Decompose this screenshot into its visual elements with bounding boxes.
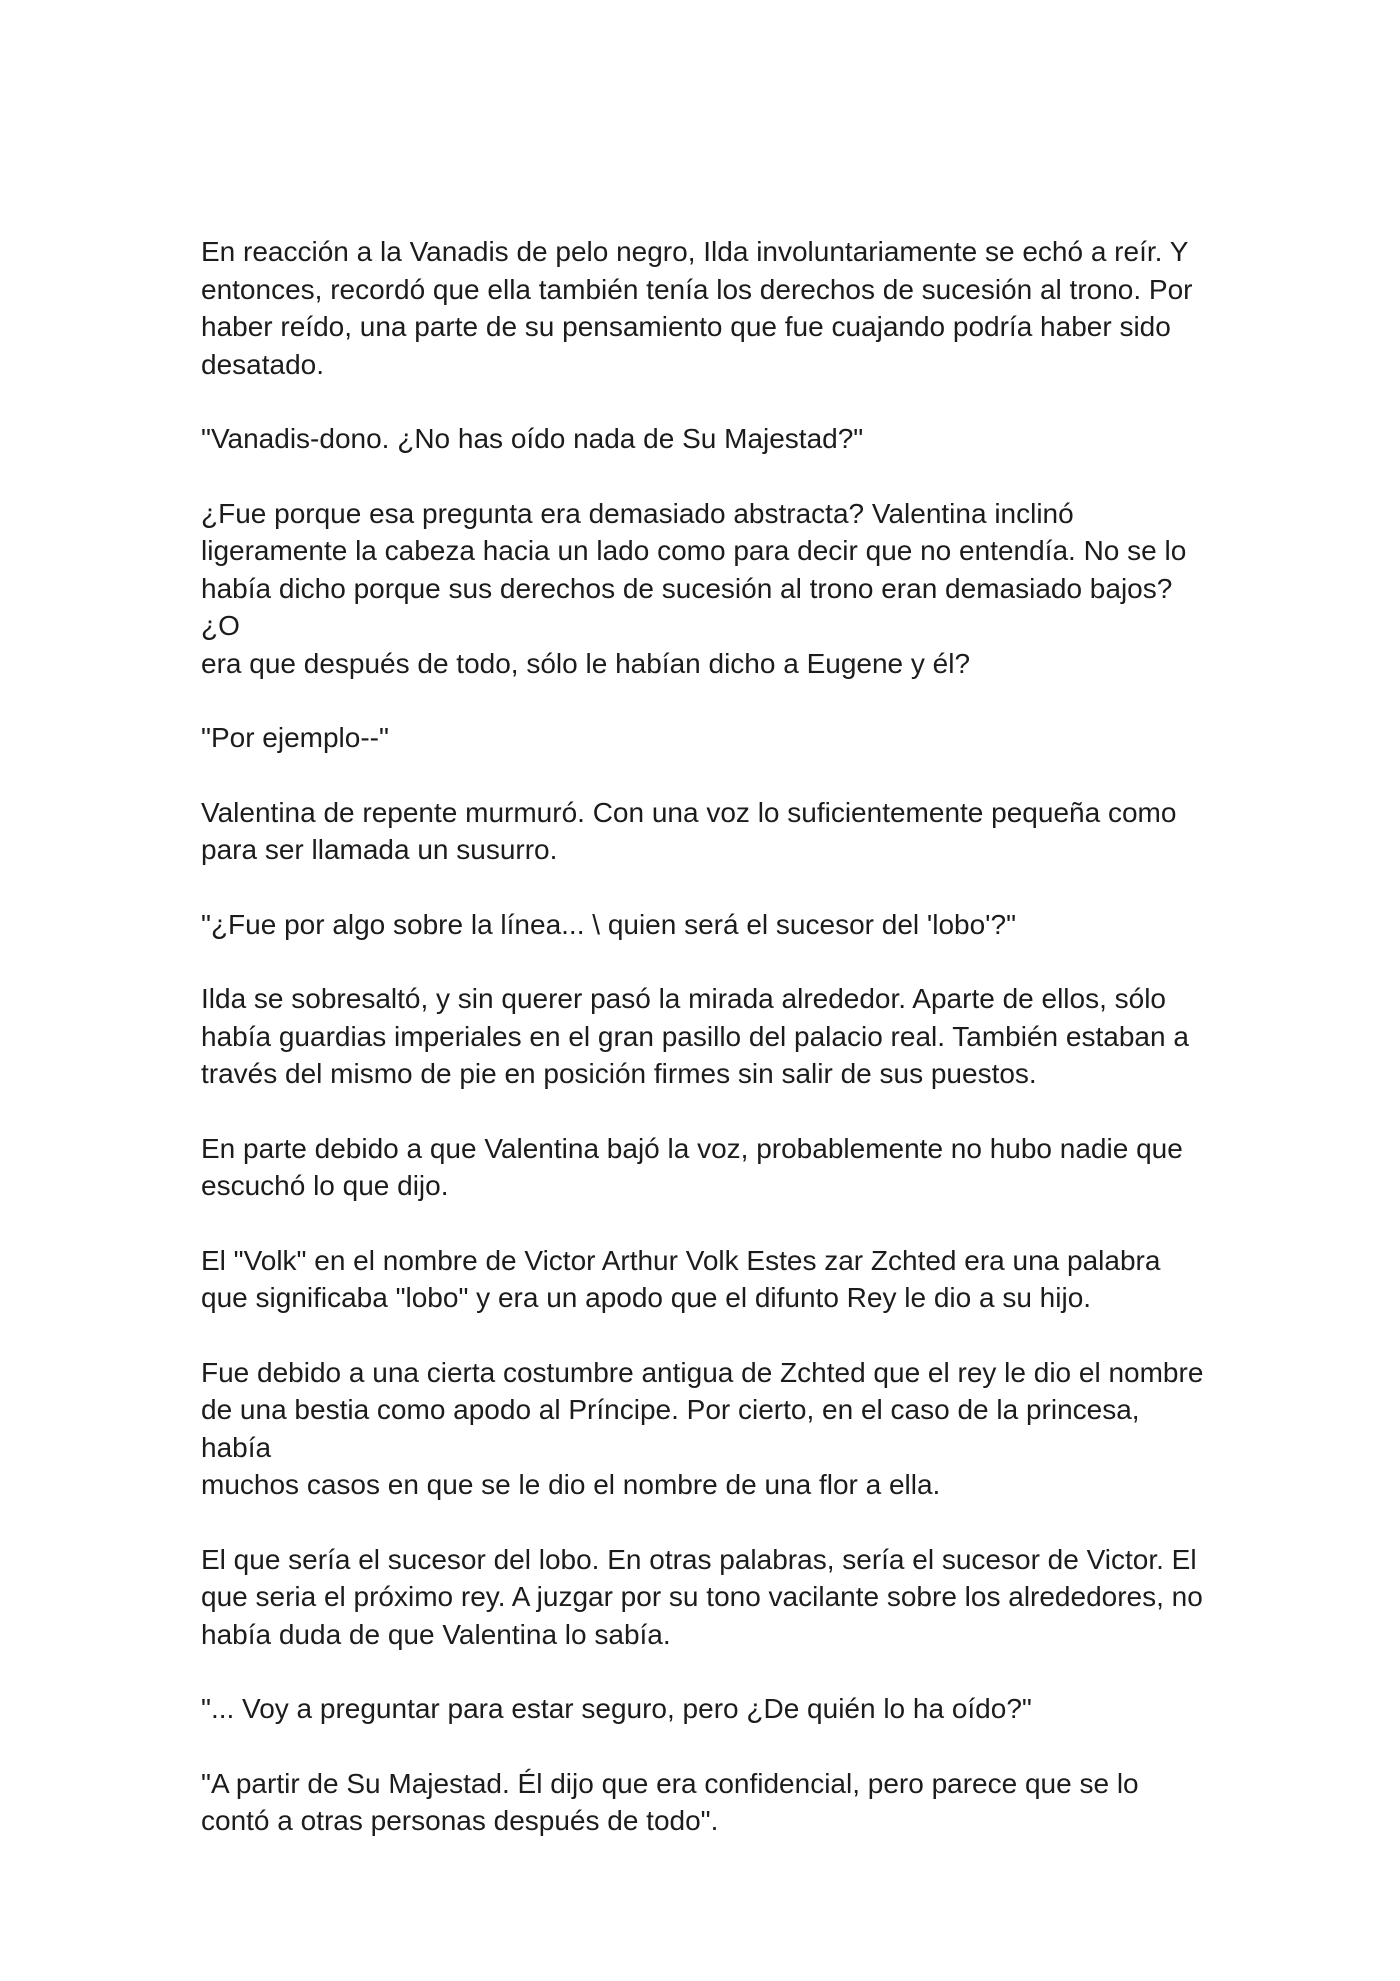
document-page	[201, 233, 1211, 1877]
paragraph: "¿Fue por algo sobre la línea... \ quien será el sucesor del 'lobo'?"	[201, 908, 1017, 940]
paragraph: Valentina de repente murmuró. Con una voz lo suficientemente pequeña como para ser llamada un susurro.	[201, 796, 1177, 865]
paragraph: El "Volk" en el nombre de Victor Arthur Volk Estes zar Zchted era una palabra que significaba "lobo" y era un apodo que el difunto Rey le dio a su hijo.	[201, 1244, 1161, 1313]
paragraph: En reacción a la Vanadis de pelo negro, Ilda involuntariamente se echó a reír. Y entonces, recordó que ella también tenía los derechos de sucesión al trono. Por haber reído, una parte de su pensamiento que fue cuajando podría haber sido desatado.	[201, 236, 1193, 380]
paragraph: "... Voy a preguntar para estar seguro, pero ¿De quién lo ha oído?"	[201, 1693, 1032, 1724]
paragraph: "A partir de Su Majestad. Él dijo que era confidencial, pero parece que se lo contó a otras personas después de todo".	[201, 1767, 1139, 1836]
paragraph: ¿Fue porque esa pregunta era demasiado abstracta? Valentina inclinó ligeramente la cabeza hacia un lado como para decir que no entendía. No se lo había dicho porque sus derechos de sucesión al trono eran demasiado bajos? ¿O era que después de todo, sólo le habían dicho a Eugene y él?	[201, 497, 1187, 679]
paragraph: Fue debido a una cierta costumbre antigua de Zchted que el rey le dio el nombre de una bestia como apodo al Príncipe. Por cierto, en el caso de la princesa, había muchos casos en que se le dio el nombre de una flor a ella.	[201, 1356, 1204, 1500]
paragraph: Ilda se sobresaltó, y sin querer pasó la mirada alrededor. Aparte de ellos, sólo había guardias imperiales en el gran pasillo del palacio real. También estaban a través del mismo de pie en posición firmes sin salir de sus puestos.	[201, 983, 1189, 1089]
paragraph: "Vanadis-dono. ¿No has oído nada de Su Majestad?"	[201, 423, 864, 454]
paragraph: "Por ejemplo--"	[201, 722, 389, 753]
paragraph: El que sería el sucesor del lobo. En otras palabras, sería el sucesor de Victor. El que seria el próximo rey. A juzgar por su tono vacilante sobre los alrededores, no había duda de que Valentina lo sabía.	[201, 1543, 1203, 1650]
paragraph: En parte debido a que Valentina bajó la voz, probablemente no hubo nadie que escuchó lo que dijo.	[201, 1132, 1183, 1201]
